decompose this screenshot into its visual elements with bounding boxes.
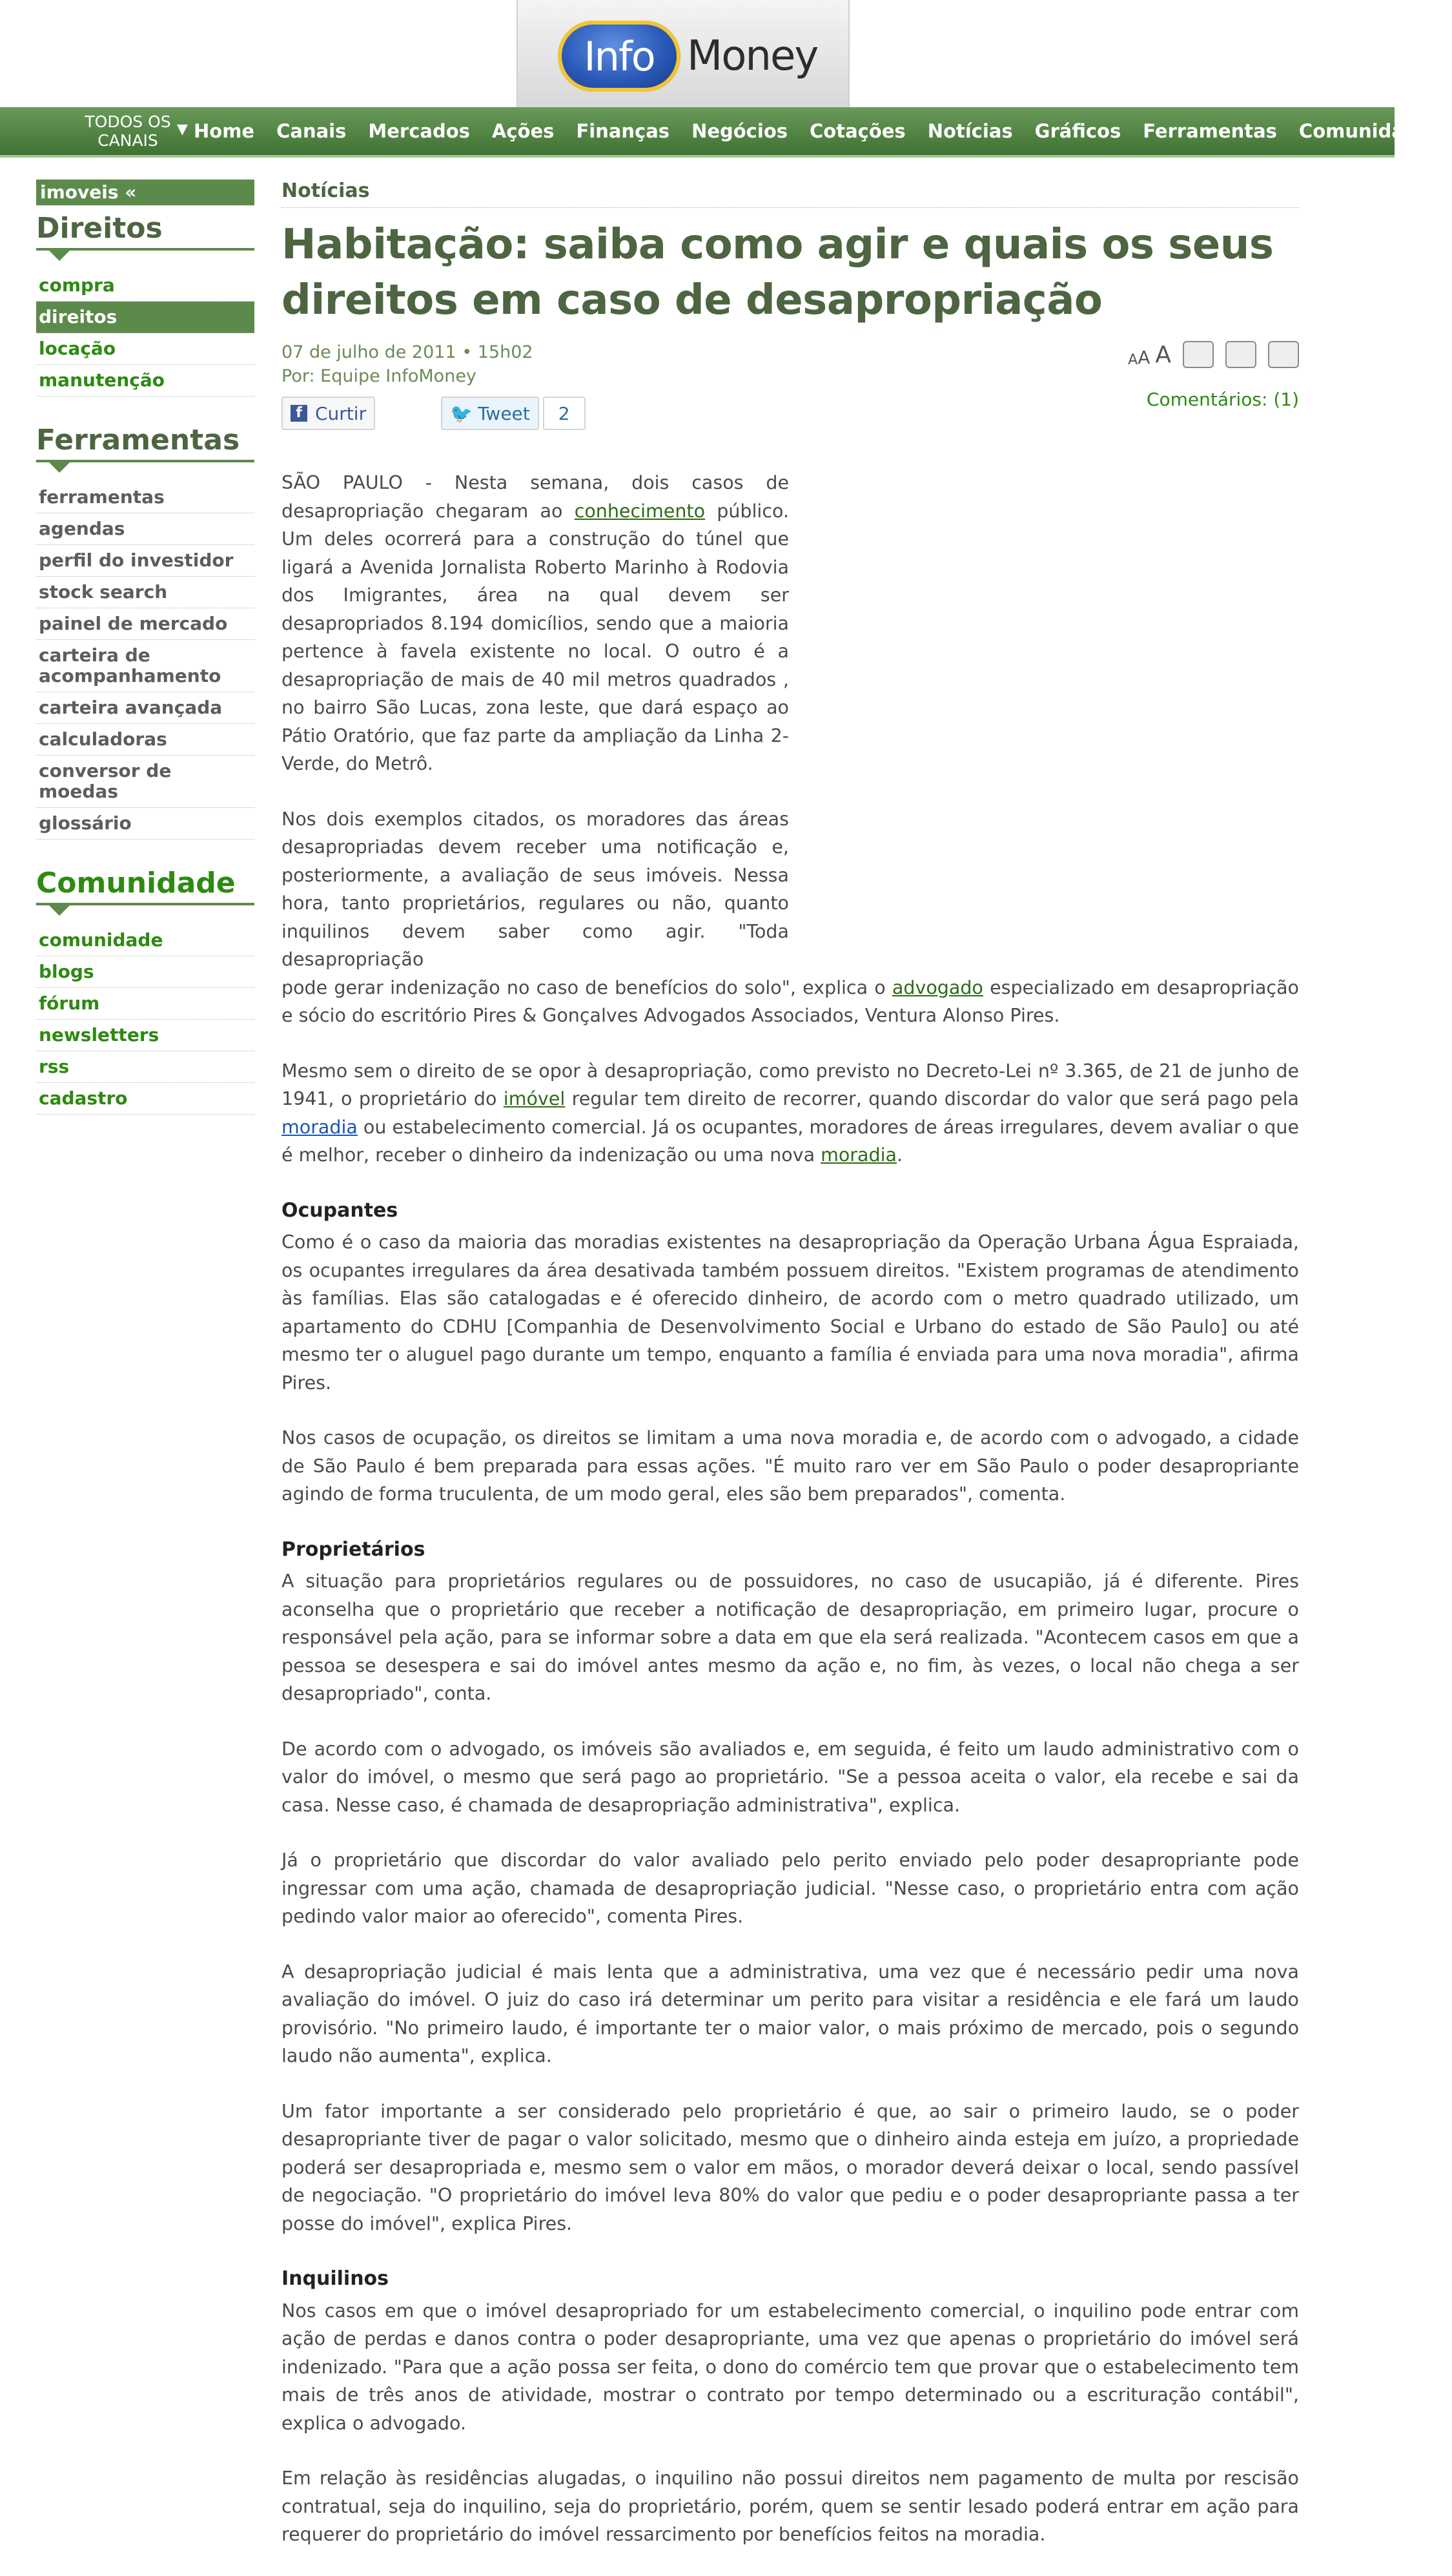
subheading-ocupantes: Ocupantes <box>281 1199 398 1222</box>
text: Mesmo sem o direito de se opor à desapropriação, como previsto no Decreto-Lei nº 3.365, de 21 de junho de 1941, o proprietário do <box>281 1060 1299 1109</box>
paragraph: Em relação às residências alugadas, o inquilino não possui direitos nem pagamento de multa por rescisão contratual, seja do inquilino, seja do proprietário, porém, quem se sentir lesado poderá entrar em ação para requerer do proprietário do imóvel ressarcimento por benefícios feitos na moradia. <box>281 2468 1299 2545</box>
article-title: Habitação: saiba como agir e quais os seus direitos em caso de desapropriação <box>281 221 1274 324</box>
sidebar-item-forum[interactable]: fórum <box>36 988 254 1020</box>
paragraph: Já o proprietário que discordar do valor avaliado pelo perito enviado pelo poder desapropriante pode ingressar com uma ação, chamada de desapropriação judicial. "Nesse caso, o proprietário entra com ação pedindo valor maior ao oferecido", comenta Pires. <box>281 1850 1299 1927</box>
sidebar-item-carteira-acompanhamento[interactable]: carteira de acompanhamento <box>36 640 254 692</box>
paragraph <box>281 1057 1299 1170</box>
sidebar-item-perfil-investidor[interactable]: perfil do investidor <box>36 545 254 577</box>
top-nav <box>0 107 1431 158</box>
font-increase-icon[interactable]: A <box>1155 341 1171 368</box>
sidebar-item-stock-search[interactable]: stock search <box>36 577 254 608</box>
paragraph: Nos casos em que o imóvel desapropriado for um estabelecimento comercial, o inquilino pode entrar com ação de perdas e danos contra o poder desapropriante, uma vez que apenas o proprietário do imóvel será indenizado. "Para que a ação possa ser feita, o dono do comércio tem que provar que o estabelecimento tem mais de três anos de atividade, mostrar o contrato por tempo determinado ou a escrituração contábil", explica o advogado. <box>281 2300 1299 2434</box>
sidebar-list-comunidade <box>36 925 254 1115</box>
sidebar-item-calculadoras[interactable]: calculadoras <box>36 724 254 756</box>
article-tools <box>1119 341 1299 368</box>
sidebar-section-title-comunidade: Comunidade <box>36 867 236 900</box>
paragraph: De acordo com o advogado, os imóveis são avaliados e, em seguida, é feito um laudo administrativo com o valor do imóvel, o mesmo que será pago ao proprietário. "Se a pessoa aceita o valor, ela recebe e sai da casa. Nesse caso, é chamada de desapropriação administrativa", explica. <box>281 1738 1299 1816</box>
comment-icon[interactable] <box>1268 341 1299 368</box>
article-body <box>281 469 1299 2549</box>
section-divider <box>36 903 254 905</box>
facebook-icon: f <box>291 405 307 422</box>
sidebar-item-manutencao[interactable]: manutenção <box>36 365 254 397</box>
sidebar-item-comunidade[interactable]: comunidade <box>36 925 254 956</box>
link-advogado[interactable]: advogado <box>892 976 983 998</box>
sidebar-item-painel-mercado[interactable]: painel de mercado <box>36 608 254 640</box>
section-divider <box>36 460 254 462</box>
article <box>281 180 1299 2576</box>
article-section-label[interactable]: Notícias <box>281 180 1299 208</box>
sidebar <box>36 180 254 1115</box>
logo-info-text: Info <box>584 32 655 80</box>
sidebar-item-cadastro[interactable]: cadastro <box>36 1083 254 1115</box>
logo-mark <box>558 21 817 92</box>
logo-disc <box>558 21 680 92</box>
nav-all-line2: CANAIS <box>97 131 158 150</box>
email-icon[interactable] <box>1225 341 1256 368</box>
link-conhecimento[interactable]: conhecimento <box>574 500 706 522</box>
nav-all-line1: TODOS OS <box>85 112 171 131</box>
paragraph: A situação para proprietários regulares ou de possuidores, no caso de usucapião, já é diferente. Pires aconselha que o proprietário que receber a notificação de desapropriação, em primeiro lugar, procure o responsável pela ação, para se informar sobre a data em que ela será realizada. "Acontecem casos em que a pessoa se desespera e sai do imóvel antes mesmo da ação e, no fim, às vezes, o local não chega a ser desapropriado", conta. <box>281 1571 1299 1704</box>
nav-acoes[interactable]: Ações <box>491 120 555 142</box>
nav-canais[interactable]: Canais <box>276 120 347 142</box>
tweet-label: Tweet <box>477 402 530 424</box>
nav-noticias[interactable]: Notícias <box>927 120 1013 142</box>
link-imovel[interactable]: imóvel <box>503 1088 566 1109</box>
sidebar-item-glossario[interactable]: glossário <box>36 808 254 840</box>
text: Nos dois exemplos citados, os moradores das áreas desapropriadas devem receber uma notificação e, posteriormente, a avaliação de seus imóveis. Nessa hora, tanto proprietários, regulares ou não, quanto inquilinos devem saber como agir. "Toda desapropriação <box>281 808 789 970</box>
logo-money-text: Money <box>687 32 818 80</box>
text: especializado em desapropriação e sócio do escritório Pires & Gonçalves Advogados Associados, Ventura Alonso Pires. <box>281 976 1299 1026</box>
subheading-proprietarios: Proprietários <box>281 1538 425 1561</box>
paragraph <box>281 805 789 974</box>
nav-items <box>194 107 1452 155</box>
nav-cotacoes[interactable]: Cotações <box>810 120 906 142</box>
nav-mercados[interactable]: Mercados <box>368 120 470 142</box>
sidebar-item-conversor-moedas[interactable]: conversor de moedas <box>36 756 254 808</box>
article-date: 07 de julho de 2011 • 15h02 <box>281 342 533 362</box>
nav-home[interactable]: Home <box>194 120 255 142</box>
text: público. Um deles ocorrerá para a construção do túnel que ligará a Avenida Jornalista Roberto Marinho à Rodovia dos Imigrantes, área na qual devem ser desapropriados 8.194 domicílios, sendo que a maioria pertence à favela existente no local. O outro é a desapropriação de mais de 40 mil metros quadrados , no bairro São Lucas, zona leste, que dará espaço ao Pátio Oratório, que faz parte da ampliação da Linha 2-Verde, do Metrô. <box>281 500 789 774</box>
text: . <box>896 1144 903 1166</box>
print-icon[interactable] <box>1183 341 1214 368</box>
nav-negocios[interactable]: Negócios <box>691 120 788 142</box>
tweet-count: 2 <box>543 397 586 430</box>
facebook-like-label: Curtir <box>315 402 367 424</box>
text: ou estabelecimento comercial. Já os ocupantes, moradores de áreas irregulares, devem avaliar o que é melhor, receber o dinheiro da indenização ou uma nova <box>281 1116 1299 1166</box>
text: pode gerar indenização no caso de benefícios do solo", explica o <box>281 976 892 998</box>
paragraph <box>281 974 1299 1030</box>
sidebar-item-compra[interactable]: compra <box>36 270 254 302</box>
text: SÃO PAULO - Nesta semana, dois casos de desapropriação chegaram ao <box>281 472 789 522</box>
section-divider <box>36 248 254 251</box>
subheading-inquilinos: Inquilinos <box>281 2267 389 2290</box>
sidebar-item-agendas[interactable]: agendas <box>36 513 254 545</box>
paragraph: Como é o caso da maioria das moradias existentes na desapropriação da Operação Urbana Água Espraiada, os ocupantes irregulares da área desativada também possuem direitos. "Existem programas de atendimento às famílias. Elas são catalogadas e é oferecido dinheiro, de acordo com o metro quadrado utilizado, um apartamento do CDHU [Companhia de Desenvolvimento Social e Urbano do estado de São Paulo] ou até mesmo ter o aluguel pago durante um tempo, enquanto a família é enviada para uma nova moradia", afirma Pires. <box>281 1231 1299 1394</box>
nav-ferramentas[interactable]: Ferramentas <box>1143 120 1277 142</box>
sidebar-item-blogs[interactable]: blogs <box>36 956 254 988</box>
paragraph: Um fator importante a ser considerado pelo proprietário é que, ao sair o primeiro laudo, se o poder desapropriante tiver de pagar o valor solicitado, mesmo que o dinheiro ainda esteja em juízo, a propriedade poderá ser desapropriada e, mesmo sem o valor em mãos, o morador deverá deixar o local, sendo passível de negociação. "O proprietário do imóvel leva 80% do valor que pediu e o poder desapropriante passa a ter posse do imóvel", explica Pires. <box>281 2100 1299 2234</box>
sidebar-item-locacao[interactable]: locação <box>36 333 254 365</box>
nav-comunidade[interactable]: Comunidade <box>1298 120 1431 142</box>
paragraph: A desapropriação judicial é mais lenta que a administrativa, uma vez que é necessário pedir uma nova avaliação do imóvel. O juiz do caso irá determinar um perito para visitar a residência e ele fará um laudo provisório. "No primeiro laudo, é importante ter o maior valor, o mais próximo de mercado, pois o segundo laudo não aumenta", explica. <box>281 1961 1299 2066</box>
twitter-bird-icon: 🐦 <box>450 402 473 424</box>
sidebar-section-title-direitos: Direitos <box>36 212 163 245</box>
nav-financas[interactable]: Finanças <box>576 120 670 142</box>
tweet-button[interactable] <box>441 397 539 430</box>
sidebar-item-newsletters[interactable]: newsletters <box>36 1020 254 1051</box>
link-moradia-2[interactable]: moradia <box>821 1144 897 1166</box>
sidebar-item-rss[interactable]: rss <box>36 1051 254 1083</box>
nav-all-channels[interactable] <box>76 112 179 150</box>
nav-graficos[interactable]: Gráficos <box>1034 120 1121 142</box>
sidebar-section-title-ferramentas: Ferramentas <box>36 424 240 457</box>
sidebar-list-ferramentas <box>36 482 254 840</box>
font-reset-icon[interactable]: A <box>1138 346 1150 368</box>
sidebar-item-direitos[interactable]: direitos <box>36 302 254 333</box>
paragraph: Nos casos de ocupação, os direitos se limitam a uma nova moradia e, de acordo com o advogado, a cidade de São Paulo é bem preparada para essas ações. "É muito raro ver em São Paulo o poder desapropriante agindo de forma truculenta, de um modo geral, eles são bem preparados", comenta. <box>281 1427 1299 1505</box>
facebook-like-button[interactable] <box>281 397 375 430</box>
paragraph <box>281 469 789 778</box>
sidebar-breadcrumb[interactable]: imoveis « <box>36 180 254 205</box>
text: regular tem direito de recorrer, quando discordar do valor que será pago pela <box>565 1088 1299 1109</box>
comments-link[interactable]: Comentários: (1) <box>1146 389 1299 410</box>
font-size-icons <box>1128 342 1171 368</box>
sidebar-item-ferramentas[interactable]: ferramentas <box>36 482 254 513</box>
font-decrease-icon[interactable]: A <box>1128 351 1138 368</box>
link-moradia[interactable]: moradia <box>281 1116 358 1138</box>
sidebar-list-direitos <box>36 270 254 397</box>
sidebar-item-carteira-avancada[interactable]: carteira avançada <box>36 692 254 724</box>
article-author: Por: Equipe InfoMoney <box>281 366 476 386</box>
caret-down-icon[interactable]: ▼ <box>177 121 188 138</box>
site-logo[interactable] <box>516 0 850 107</box>
